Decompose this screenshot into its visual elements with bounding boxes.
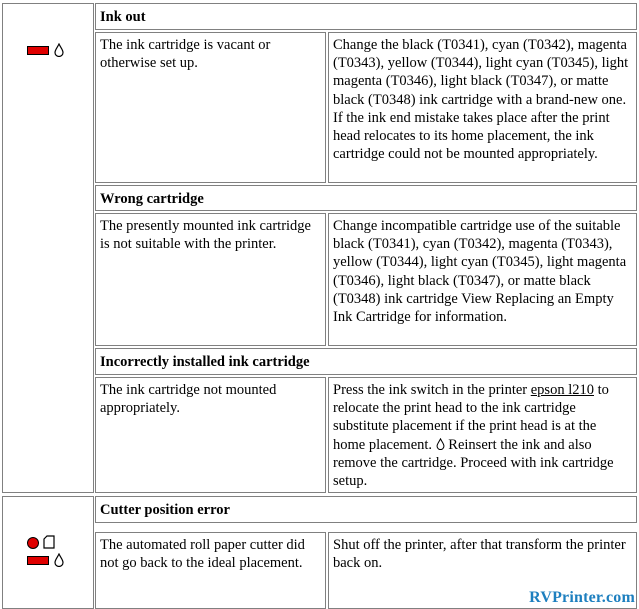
cause-cell: The ink cartridge is vacant or otherwise set up. [95, 32, 326, 183]
solution-cell: Shut off the printer, after that transform the printer back on. [328, 532, 637, 609]
ink-light-icon [27, 556, 49, 565]
ink-drop-icon [54, 553, 64, 567]
watermark: RVPrinter.com [529, 589, 635, 606]
round-red-light-icon [27, 537, 39, 549]
solution-cell: Change incompatible cartridge use of the suitable black (T0341), cyan (T0342), magenta (T0343), yellow (T0344), light cyan (T0345), light magenta (T0346), light black (T0347), or matte black (T0348) ink cartridge View Replacing an Empty Ink Cartridge for information. [328, 213, 637, 346]
epson-l210-link[interactable]: epson l210 [530, 382, 594, 398]
section-header-ink-out: Ink out [95, 3, 637, 30]
icon-cell-cutter [2, 496, 94, 609]
cause-cell: The presently mounted ink cartridge is not suitable with the printer. [95, 213, 326, 346]
cause-cell: The ink cartridge not mounted appropriately. [95, 377, 326, 493]
section-header-wrong-cartridge: Wrong cartridge [95, 185, 637, 211]
section-header-incorrectly-installed: Incorrectly installed ink cartridge [95, 348, 637, 375]
solution-text: Press the ink switch in the printer [333, 382, 531, 398]
paper-icon [43, 535, 55, 549]
solution-text: to relocate the print head to the ink cartridge substitute placement if the print head is at the home placement. [333, 382, 609, 453]
solution-cell: Change the black (T0341), cyan (T0342), magenta (T0343), yellow (T0344), light cyan (T0345), light magenta (T0346), light black (T0347), or matte black (T0348) ink cartridge with a brand-new one. If the ink end mistake takes place after the print head relocates to its home placement, the ink cartridge could not be mounted appropriately. [328, 32, 637, 183]
cause-cell: The automated roll paper cutter did not go back to the ideal placement. [95, 532, 326, 609]
ink-drop-icon [54, 43, 64, 57]
section-header-cutter-position-error: Cutter position error [95, 496, 637, 523]
ink-drop-icon [436, 438, 445, 450]
icon-cell-ink [2, 3, 94, 493]
ink-light-icon [27, 46, 49, 55]
solution-cell [328, 377, 637, 493]
solution-text: Reinsert the ink and also remove the cartridge. Proceed with ink cartridge setup. [333, 436, 614, 490]
